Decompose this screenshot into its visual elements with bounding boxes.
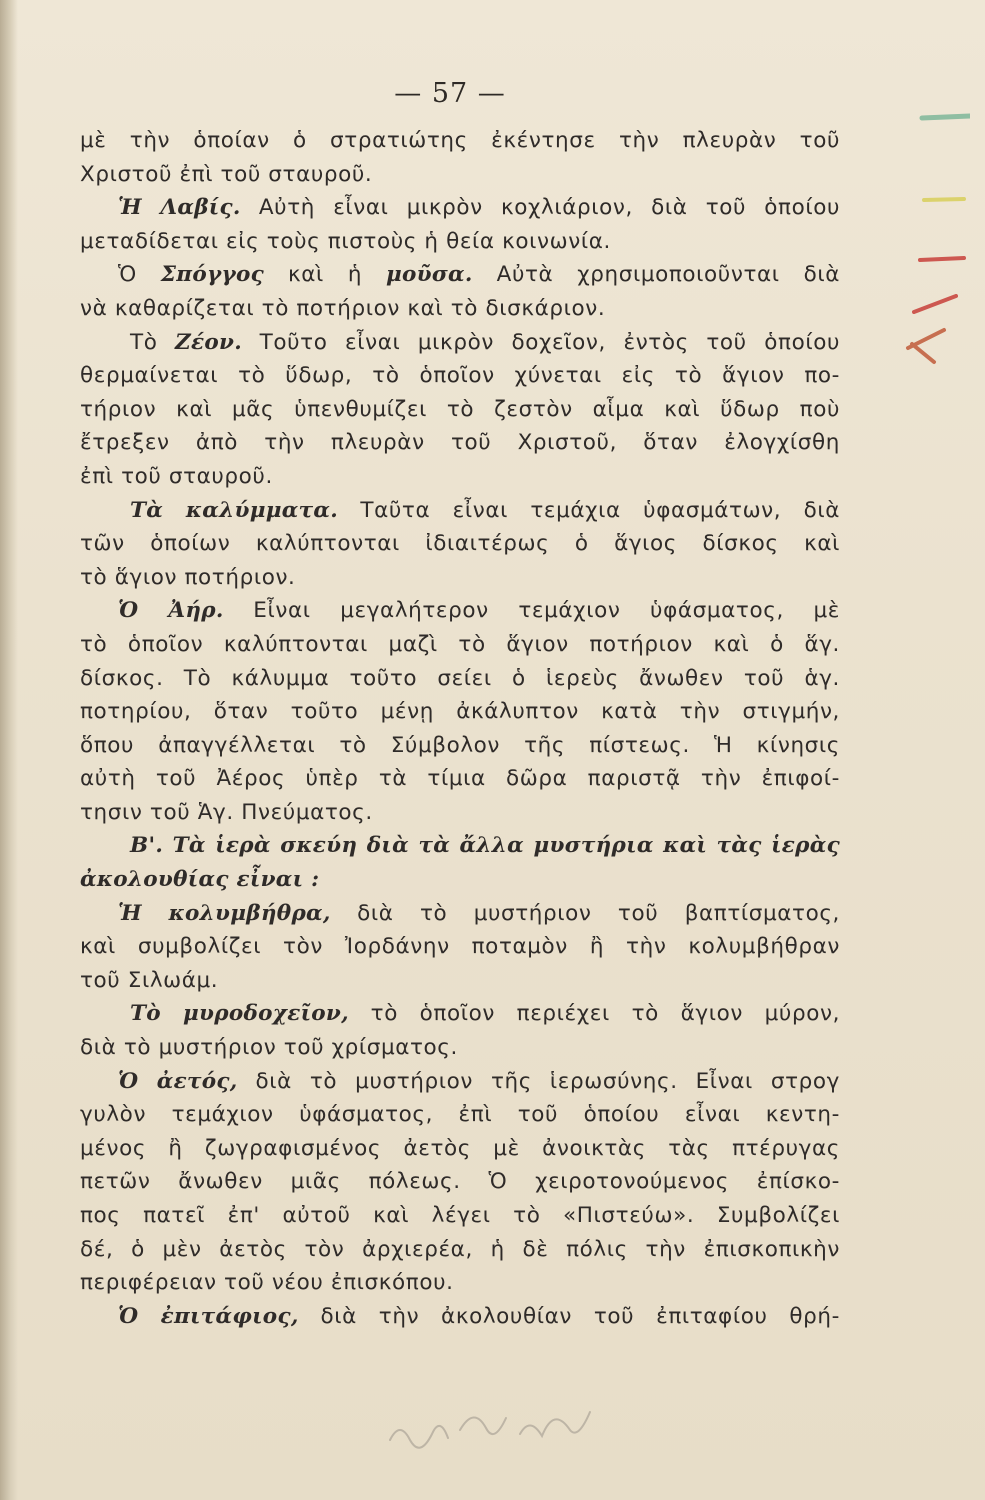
term-label: Ὁ Ἀήρ. <box>118 598 224 624</box>
text-line: ὅπου ἀπαγγέλλεται τὸ Σύμβολον τῆς πίστεως. Ἡ κίνησις <box>80 732 840 758</box>
term-label: Σπόγγος <box>160 262 264 288</box>
term-label: Β'. Τὰ ἱερὰ σκεύη διὰ τὰ ἄλλα μυστήρια καὶ τὰς ἱερὰς <box>130 833 840 859</box>
text-line: νὰ καθαρίζεται τὸ ποτήριον καὶ τὸ δισκάριον. <box>80 295 606 321</box>
term-label: Ὁ ἐπιτάφιος, <box>118 1303 299 1329</box>
text-line: πετῶν ἄνωθεν μιᾶς πόλεως. Ὁ χειροτονούμενος ἐπίσκο- <box>80 1169 840 1195</box>
text-line: θερμαίνεται τὸ ὕδωρ, τὸ ὁποῖον χύνεται εἰς τὸ ἅγιον πο- <box>80 363 840 389</box>
text-line: Τὸ Ζέον. Τοῦτο εἶναι μικρὸν δοχεῖον, ἐντὸς τοῦ ὁποίου <box>130 329 840 355</box>
text-line: Τὰ καλύμματα. Ταῦτα εἶναι τεμάχια ὑφασμάτων, διὰ <box>130 497 840 523</box>
text-line: περιφέρειαν τοῦ νέου ἐπισκόπου. <box>80 1270 454 1296</box>
term-label: Ἡ κολυμβήθρα, <box>118 900 331 926</box>
text-line: Ὁ Σπόγγος καὶ ἡ μοῦσα. Αὐτὰ χρησιμοποιοῦνται διὰ <box>118 262 840 288</box>
text-line: δίσκος. Τὸ κάλυμμα τοῦτο σείει ὁ ἱερεὺς ἄνωθεν τοῦ ἁγ. <box>80 665 840 691</box>
text-line: τησιν τοῦ Ἁγ. Πνεύματος. <box>80 799 373 825</box>
text-line: ἔτρεξεν ἀπὸ τὴν πλευρὰν τοῦ Χριστοῦ, ὅταν ἐλογχίσθη <box>80 430 840 456</box>
binding-shadow <box>0 0 18 1500</box>
text-line: μὲ τὴν ὁποίαν ὁ στρατιώτης ἐκέντησε τὴν πλευρὰν τοῦ <box>80 128 840 153</box>
term-label: Ὁ ἀετός, <box>118 1068 238 1094</box>
text-line: Ὁ ἐπιτάφιος, διὰ τὴν ἀκολουθίαν τοῦ ἐπιταφίου θρή- <box>118 1303 840 1329</box>
pencil-scribble <box>380 1390 640 1470</box>
text-line: ἐπὶ τοῦ σταυροῦ. <box>80 463 273 489</box>
body-text <box>80 124 840 1333</box>
text-line: ποτηρίου, ὅταν τοῦτο μένῃ ἀκάλυπτον κατὰ τὴν στιγμήν, <box>80 699 840 725</box>
term-label: Ζέον. <box>175 329 243 355</box>
text-line: καὶ συμβολίζει τὸν Ἰορδάνην ποταμὸν ἢ τὴν κολυμβήθραν <box>80 934 840 960</box>
text-line: τοῦ Σιλωάμ. <box>80 967 219 993</box>
page-number: — 57 — <box>394 78 506 109</box>
term-label: Τὰ καλύμματα. <box>130 497 339 523</box>
text-line: Ὁ ἀετός, διὰ τὸ μυστήριον τῆς ἱερωσύνης. Εἶναι στρογ <box>118 1068 840 1094</box>
text-line: μένος ἢ ζωγραφισμένος ἀετὸς μὲ ἀνοικτὰς τὰς πτέρυγας <box>80 1135 840 1161</box>
text-line: τὸ ἅγιον ποτήριον. <box>80 564 296 590</box>
text-line: αὐτὴ τοῦ Ἀέρος ὑπὲρ τὰ τίμια δῶρα παριστᾷ τὴν ἐπιφοί- <box>80 766 840 792</box>
text-line: τῶν ὁποίων καλύπτονται ἰδιαιτέρως ὁ ἅγιος δίσκος καὶ <box>80 531 840 557</box>
text-line: διὰ τὸ μυστήριον τοῦ χρίσματος. <box>80 1035 458 1061</box>
text-line: πος πατεῖ ἐπ' αὐτοῦ καὶ λέγει τὸ «Πιστεύω». Συμβολίζει <box>80 1203 840 1228</box>
text-line: Ἡ Λαβίς. Αὐτὴ εἶναι μικρὸν κοχλιάριον, διὰ τοῦ ὁποίου <box>118 195 840 221</box>
term-label: Τὸ μυροδοχεῖον, <box>130 1001 349 1027</box>
term-label: μοῦσα. <box>386 262 473 288</box>
text-line: δέ, ὁ μὲν ἀετὸς τὸν ἀρχιερέα, ἡ δὲ πόλις τὴν ἐπισκοπικὴν <box>80 1236 840 1262</box>
text-line: Ἡ κολυμβήθρα, διὰ τὸ μυστήριον τοῦ βαπτίσματος, <box>118 900 840 926</box>
text-line: Τὸ μυροδοχεῖον, τὸ ὁποῖον περιέχει τὸ ἅγιον μύρον, <box>130 1001 841 1027</box>
colored-margin-marks <box>890 100 970 380</box>
text-line: μεταδίδεται εἰς τοὺς πιστοὺς ἡ θεία κοινωνία. <box>80 228 611 254</box>
term-label: ἀκολουθίας εἶναι : <box>80 867 320 893</box>
text-line: τὸ ὁποῖον καλύπτονται μαζὶ τὸ ἅγιον ποτήριον καὶ ὁ ἅγ. <box>80 631 840 657</box>
text-line: Χριστοῦ ἐπὶ τοῦ σταυροῦ. <box>80 161 373 187</box>
term-label: Ἡ Λαβίς. <box>118 195 241 221</box>
text-line: Ὁ Ἀήρ. Εἶναι μεγαλήτερον τεμάχιον ὑφάσματος, μὲ <box>118 598 840 624</box>
section-heading <box>80 863 840 897</box>
section-heading <box>80 829 840 863</box>
text-line: τήριον καὶ μᾶς ὑπενθυμίζει τὸ ζεστὸν αἷμα καὶ ὕδωρ ποὺ <box>80 396 840 422</box>
text-line: γυλὸν τεμάχιον ὑφάσματος, ἐπὶ τοῦ ὁποίου εἶναι κεντη- <box>80 1102 840 1128</box>
